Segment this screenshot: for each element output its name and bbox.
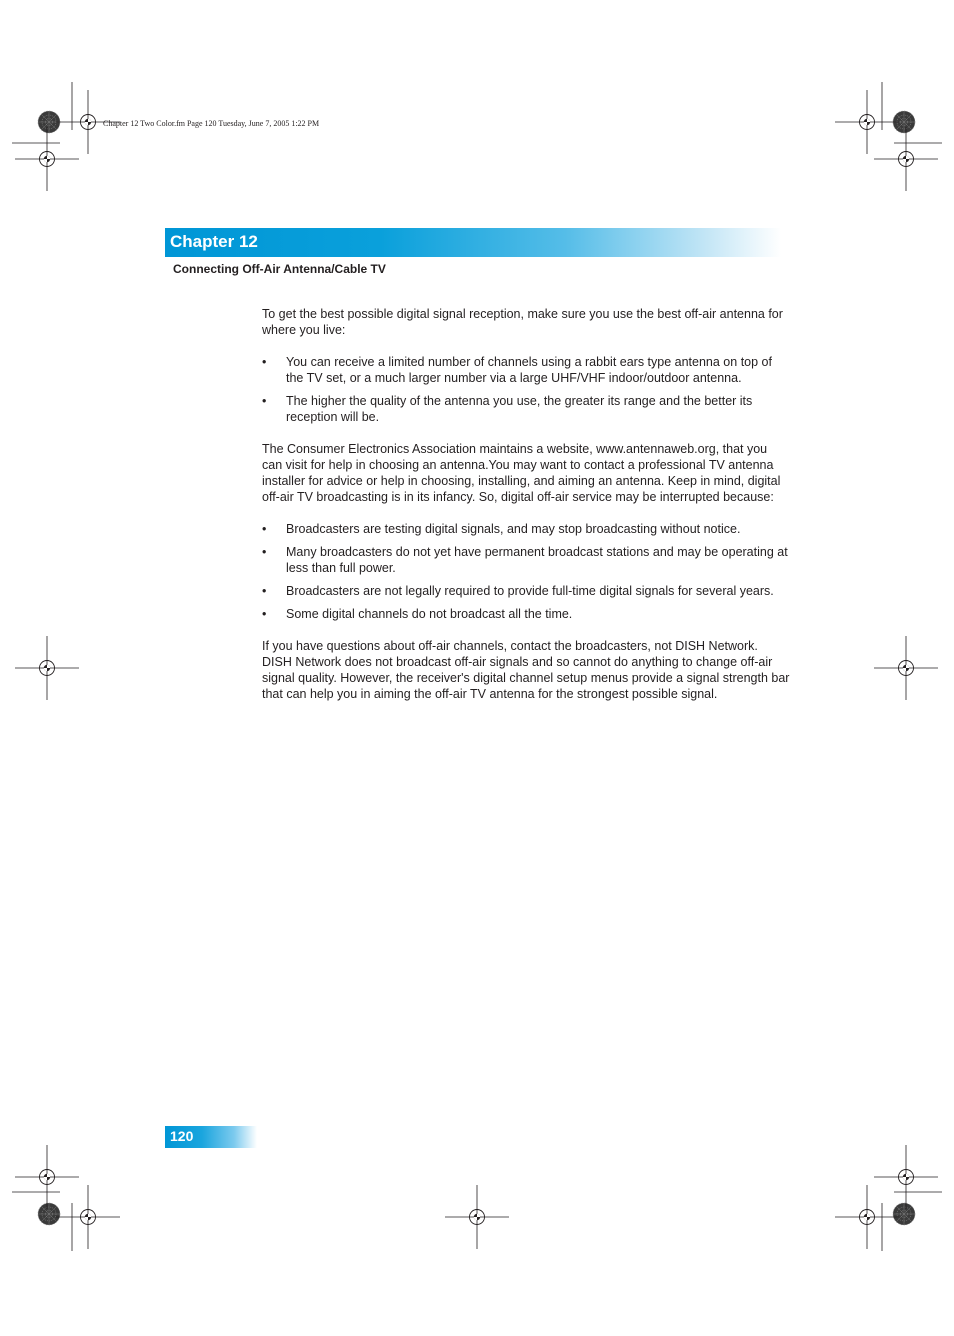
bullet-glyph: • <box>262 522 267 536</box>
list-item <box>262 354 790 386</box>
bullet-glyph: • <box>262 584 267 598</box>
list-item <box>262 393 790 425</box>
cea-paragraph: The Consumer Electronics Association maintains a website, www.antennaweb.org, that you can visit for help in choosing an antenna.You may want to contact a professional TV antenna installer for advice or help in choosing, installing, and aiming an antenna. Keep in mind, digital off-air TV broadcasting is in its infancy. So, digital off-air service may be interrupted because: <box>262 442 781 504</box>
list-item <box>262 606 790 622</box>
chapter-header-bar <box>165 228 781 257</box>
list-item-text: Broadcasters are not legally required to provide full-time digital signals for several years. <box>286 584 774 598</box>
list-item-text: Broadcasters are testing digital signals, and may stop broadcasting without notice. <box>286 522 741 536</box>
list-item <box>262 544 790 576</box>
bullet-glyph: • <box>262 545 267 559</box>
questions-paragraph: If you have questions about off-air channels, contact the broadcasters, not DISH Network. DISH Network does not broadcast off-air signals and so cannot do anything to change off-air signal quality. However, the receiver's digital channel setup menus provide a signal strength bar that can help you in aiming the off-air TV antenna for the strongest possible signal. <box>262 639 790 701</box>
page-number: 120 <box>170 1128 194 1144</box>
section-heading: Connecting Off-Air Antenna/Cable TV <box>173 262 386 276</box>
intro-paragraph: To get the best possible digital signal reception, make sure you use the best off-air antenna for where you live: <box>262 307 783 337</box>
list-item-text: The higher the quality of the antenna you use, the greater its range and the better its reception will be. <box>286 394 753 424</box>
bullet-glyph: • <box>262 355 267 369</box>
list-item-text: Some digital channels do not broadcast all the time. <box>286 607 573 621</box>
list-item <box>262 521 790 537</box>
body-text <box>262 306 790 718</box>
list-item-text: Many broadcasters do not yet have permanent broadcast stations and may be operating at less than full power. <box>286 545 788 575</box>
print-slug: Chapter 12 Two Color.fm Page 120 Tuesday, June 7, 2005 1:22 PM <box>103 119 320 128</box>
bullet-glyph: • <box>262 607 267 621</box>
list-item <box>262 583 790 599</box>
interruption-bullet-list <box>262 521 790 622</box>
chapter-title: Chapter 12 <box>170 232 258 251</box>
page-number-bar <box>165 1126 257 1148</box>
bullet-glyph: • <box>262 394 267 408</box>
list-item-text: You can receive a limited number of channels using a rabbit ears type antenna on top of the TV set, or a much larger number via a large UHF/VHF indoor/outdoor antenna. <box>286 355 772 385</box>
antenna-bullet-list <box>262 354 790 425</box>
